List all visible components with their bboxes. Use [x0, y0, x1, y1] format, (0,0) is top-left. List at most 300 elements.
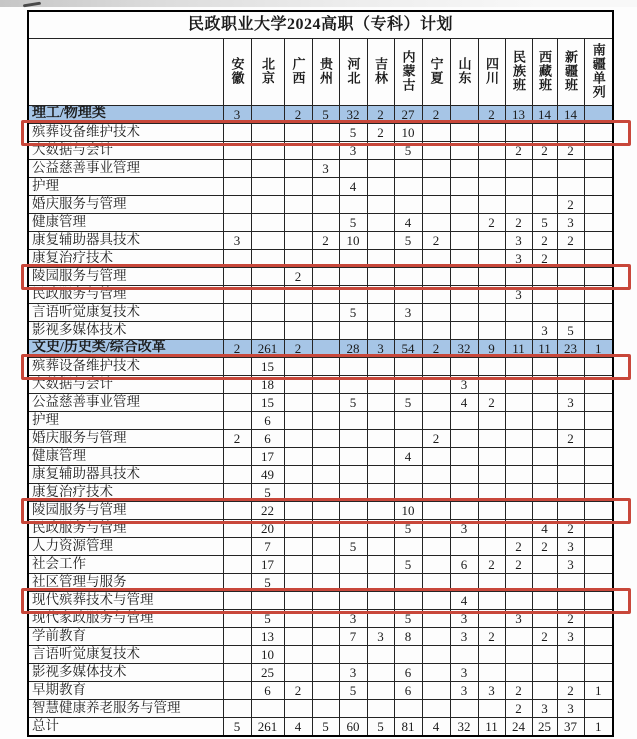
- cell-r33-c10: 2: [505, 700, 532, 718]
- cell-r31-c9: [478, 664, 505, 682]
- cell-r33-c11: 3: [532, 700, 557, 718]
- cell-r18-c10: [505, 430, 532, 448]
- cell-r3-c8: [450, 160, 478, 178]
- cell-r15-c8: 3: [450, 376, 478, 394]
- cell-r16-c0: [223, 394, 251, 412]
- cell-r34-c12: 37: [557, 718, 584, 737]
- cell-r10-c1: [251, 286, 284, 304]
- cell-r26-c6: [394, 574, 422, 592]
- table-row-3: [28, 160, 613, 178]
- cell-r17-c0: [223, 412, 251, 430]
- cell-r7-c5: [367, 232, 394, 250]
- cell-r15-c9: [478, 376, 505, 394]
- cell-r6-c6: 4: [394, 214, 422, 232]
- cell-r16-c7: [422, 394, 450, 412]
- cell-r24-c10: 2: [505, 538, 532, 556]
- cell-r30-c1: 10: [251, 646, 284, 664]
- table-row-14: [28, 358, 613, 376]
- cell-r24-c7: [422, 538, 450, 556]
- table-row-21: [28, 484, 613, 502]
- cell-r25-c5: [367, 556, 394, 574]
- table-row-22: [28, 502, 613, 520]
- cell-r17-c8: [450, 412, 478, 430]
- cell-r29-c4: 7: [339, 628, 367, 646]
- cell-r2-c1: [251, 142, 284, 160]
- cell-r2-c6: 5: [394, 142, 422, 160]
- table-row-33: [28, 700, 613, 718]
- cell-r34-c9: 11: [478, 718, 505, 737]
- cell-r8-c7: [422, 250, 450, 268]
- cell-r20-c8: [450, 466, 478, 484]
- cell-r22-c2: [284, 502, 312, 520]
- cell-r27-c2: [284, 592, 312, 610]
- table-row-26: [28, 574, 613, 592]
- cell-r8-c1: [251, 250, 284, 268]
- cell-r29-c2: [284, 628, 312, 646]
- cell-r27-c0: [223, 592, 251, 610]
- cell-r13-c0: 2: [223, 340, 251, 358]
- cell-r30-c7: [422, 646, 450, 664]
- cell-r6-c5: [367, 214, 394, 232]
- cell-r23-c7: [422, 520, 450, 538]
- cell-r18-c13: [584, 430, 613, 448]
- cell-r7-c13: [584, 232, 613, 250]
- cell-r4-c12: [557, 178, 584, 196]
- cell-r16-c5: [367, 394, 394, 412]
- cell-r23-c6: 5: [394, 520, 422, 538]
- cell-r9-c10: [505, 268, 532, 286]
- cell-r34-c3: 5: [312, 718, 339, 737]
- cell-r32-c9: 3: [478, 682, 505, 700]
- cell-r22-c10: [505, 502, 532, 520]
- major-label: 康复辅助器具技术: [28, 232, 223, 250]
- cell-r1-c6: 10: [394, 124, 422, 142]
- cell-r1-c3: [312, 124, 339, 142]
- major-label: 现代殡葬技术与管理: [28, 592, 223, 610]
- cell-r3-c7: [422, 160, 450, 178]
- cell-r11-c2: [284, 304, 312, 322]
- cell-r19-c7: [422, 448, 450, 466]
- cell-r9-c11: [532, 268, 557, 286]
- major-label: 康复治疗技术: [28, 250, 223, 268]
- column-header-8: [450, 39, 478, 106]
- cell-r33-c6: [394, 700, 422, 718]
- corner-cell: [28, 39, 223, 106]
- cell-r21-c6: [394, 484, 422, 502]
- cell-r0-c10: 13: [505, 106, 532, 124]
- cell-r14-c6: [394, 358, 422, 376]
- cell-r33-c13: [584, 700, 613, 718]
- cell-r12-c12: 5: [557, 322, 584, 340]
- cell-r18-c11: [532, 430, 557, 448]
- major-label: 康复辅助器具技术: [28, 466, 223, 484]
- cell-r24-c6: [394, 538, 422, 556]
- table-row-25: [28, 556, 613, 574]
- cell-r26-c8: [450, 574, 478, 592]
- cell-r9-c7: [422, 268, 450, 286]
- column-header-label: 四川: [484, 56, 499, 85]
- cell-r34-c11: 25: [532, 718, 557, 737]
- cell-r32-c8: 3: [450, 682, 478, 700]
- section-label: 文史/历史类/综合改革: [28, 340, 223, 358]
- table-row-18: [28, 430, 613, 448]
- cell-r32-c5: [367, 682, 394, 700]
- cell-r13-c6: 54: [394, 340, 422, 358]
- cell-r8-c11: 2: [532, 250, 557, 268]
- cell-r11-c12: [557, 304, 584, 322]
- cell-r8-c4: [339, 250, 367, 268]
- cell-r33-c12: 3: [557, 700, 584, 718]
- cell-r13-c7: 2: [422, 340, 450, 358]
- cell-r27-c1: [251, 592, 284, 610]
- cell-r33-c3: [312, 700, 339, 718]
- cell-r21-c8: [450, 484, 478, 502]
- cell-r9-c0: [223, 268, 251, 286]
- cell-r18-c4: [339, 430, 367, 448]
- cell-r12-c7: [422, 322, 450, 340]
- cell-r10-c5: [367, 286, 394, 304]
- cell-r17-c4: [339, 412, 367, 430]
- cell-r30-c3: [312, 646, 339, 664]
- cell-r10-c11: [532, 286, 557, 304]
- cell-r23-c13: [584, 520, 613, 538]
- cell-r12-c13: [584, 322, 613, 340]
- cell-r23-c9: [478, 520, 505, 538]
- cell-r3-c3: 3: [312, 160, 339, 178]
- cell-r12-c9: [478, 322, 505, 340]
- table-row-30: [28, 646, 613, 664]
- cell-r27-c11: [532, 592, 557, 610]
- cell-r16-c10: [505, 394, 532, 412]
- cell-r20-c2: [284, 466, 312, 484]
- column-header-label: 广西: [290, 56, 306, 85]
- cell-r26-c1: 5: [251, 574, 284, 592]
- cell-r9-c5: [367, 268, 394, 286]
- cell-r2-c4: 3: [339, 142, 367, 160]
- cell-r2-c3: [312, 142, 339, 160]
- cell-r7-c0: 3: [223, 232, 251, 250]
- cell-r15-c0: [223, 376, 251, 394]
- cell-r4-c1: [251, 178, 284, 196]
- cell-r21-c11: [532, 484, 557, 502]
- cell-r32-c10: 2: [505, 682, 532, 700]
- cell-r10-c10: 3: [505, 286, 532, 304]
- cell-r6-c8: [450, 214, 478, 232]
- cell-r19-c6: 4: [394, 448, 422, 466]
- cell-r6-c12: 3: [557, 214, 584, 232]
- cell-r1-c2: [284, 124, 312, 142]
- cell-r8-c12: [557, 250, 584, 268]
- cell-r23-c10: [505, 520, 532, 538]
- cell-r9-c6: [394, 268, 422, 286]
- cell-r8-c3: [312, 250, 339, 268]
- cell-r24-c4: 5: [339, 538, 367, 556]
- cell-r21-c3: [312, 484, 339, 502]
- cell-r19-c0: [223, 448, 251, 466]
- cell-r29-c5: 3: [367, 628, 394, 646]
- cell-r26-c0: [223, 574, 251, 592]
- cell-r6-c7: [422, 214, 450, 232]
- cell-r24-c1: 7: [251, 538, 284, 556]
- major-label: 健康管理: [28, 448, 223, 466]
- cell-r22-c5: [367, 502, 394, 520]
- cell-r7-c1: [251, 232, 284, 250]
- cell-r8-c9: [478, 250, 505, 268]
- major-label: 人力资源管理: [28, 538, 223, 556]
- cell-r2-c2: [284, 142, 312, 160]
- cell-r25-c6: 5: [394, 556, 422, 574]
- cell-r7-c2: [284, 232, 312, 250]
- cell-r27-c3: [312, 592, 339, 610]
- cell-r18-c3: [312, 430, 339, 448]
- major-label: 公益慈善事业管理: [28, 394, 223, 412]
- cell-r19-c12: [557, 448, 584, 466]
- table-row-1: [28, 124, 613, 142]
- cell-r8-c0: [223, 250, 251, 268]
- major-label: 大数据与会计: [28, 142, 223, 160]
- cell-r28-c7: [422, 610, 450, 628]
- cell-r19-c3: [312, 448, 339, 466]
- cell-r5-c5: [367, 196, 394, 214]
- column-header-label: 南疆单列: [590, 42, 606, 99]
- cell-r3-c0: [223, 160, 251, 178]
- cell-r7-c3: 2: [312, 232, 339, 250]
- cell-r11-c0: [223, 304, 251, 322]
- major-label: 陵园服务与管理: [28, 502, 223, 520]
- cell-r13-c12: 23: [557, 340, 584, 358]
- cell-r15-c4: [339, 376, 367, 394]
- cell-r26-c5: [367, 574, 394, 592]
- cell-r21-c4: [339, 484, 367, 502]
- major-label: 陵园服务与管理: [28, 268, 223, 286]
- cell-r7-c7: 2: [422, 232, 450, 250]
- cell-r29-c1: 13: [251, 628, 284, 646]
- cell-r33-c0: [223, 700, 251, 718]
- table-row-15: [28, 376, 613, 394]
- table-row-32: [28, 682, 613, 700]
- cell-r15-c1: 18: [251, 376, 284, 394]
- cell-r22-c1: 22: [251, 502, 284, 520]
- cell-r15-c10: [505, 376, 532, 394]
- cell-r3-c11: [532, 160, 557, 178]
- cell-r3-c9: [478, 160, 505, 178]
- cell-r22-c3: [312, 502, 339, 520]
- cell-r17-c1: 6: [251, 412, 284, 430]
- cell-r4-c8: [450, 178, 478, 196]
- major-label: 婚庆服务与管理: [28, 430, 223, 448]
- cell-r11-c11: [532, 304, 557, 322]
- cell-r7-c6: 5: [394, 232, 422, 250]
- cell-r28-c2: [284, 610, 312, 628]
- major-label: 社会工作: [28, 556, 223, 574]
- cell-r20-c9: [478, 466, 505, 484]
- cell-r3-c13: [584, 160, 613, 178]
- cell-r32-c0: [223, 682, 251, 700]
- cell-r20-c12: [557, 466, 584, 484]
- cell-r30-c5: [367, 646, 394, 664]
- cell-r10-c8: [450, 286, 478, 304]
- cell-r9-c9: [478, 268, 505, 286]
- cell-r1-c5: 2: [367, 124, 394, 142]
- table-row-29: [28, 628, 613, 646]
- cell-r13-c9: 9: [478, 340, 505, 358]
- cell-r27-c12: [557, 592, 584, 610]
- cell-r5-c0: [223, 196, 251, 214]
- cell-r11-c10: [505, 304, 532, 322]
- page-title: 民政职业大学2024高职（专科）计划: [28, 11, 613, 39]
- cell-r26-c13: [584, 574, 613, 592]
- cell-r12-c8: [450, 322, 478, 340]
- cell-r11-c4: 5: [339, 304, 367, 322]
- cell-r4-c7: [422, 178, 450, 196]
- cell-r31-c5: [367, 664, 394, 682]
- cell-r4-c11: [532, 178, 557, 196]
- cell-r16-c9: 2: [478, 394, 505, 412]
- cell-r0-c2: 2: [284, 106, 312, 124]
- column-header-1: [251, 39, 284, 106]
- cell-r6-c2: [284, 214, 312, 232]
- cell-r23-c2: [284, 520, 312, 538]
- cell-r18-c0: 2: [223, 430, 251, 448]
- table-row-23: [28, 520, 613, 538]
- cell-r19-c5: [367, 448, 394, 466]
- cell-r34-c1: 261: [251, 718, 284, 737]
- cell-r31-c13: [584, 664, 613, 682]
- cell-r34-c13: 1: [584, 718, 613, 737]
- cell-r20-c10: [505, 466, 532, 484]
- cell-r6-c11: 5: [532, 214, 557, 232]
- cell-r0-c9: 2: [478, 106, 505, 124]
- cell-r31-c10: [505, 664, 532, 682]
- cell-r14-c4: [339, 358, 367, 376]
- cell-r13-c11: 11: [532, 340, 557, 358]
- cell-r4-c13: [584, 178, 613, 196]
- cell-r17-c6: [394, 412, 422, 430]
- cell-r4-c0: [223, 178, 251, 196]
- cell-r7-c4: 10: [339, 232, 367, 250]
- column-header-5: [367, 39, 394, 106]
- major-label: 护理: [28, 412, 223, 430]
- cell-r10-c9: [478, 286, 505, 304]
- column-header-label: 宁夏: [428, 56, 444, 85]
- cell-r17-c2: [284, 412, 312, 430]
- cell-r32-c7: [422, 682, 450, 700]
- cell-r14-c2: [284, 358, 312, 376]
- cell-r20-c5: [367, 466, 394, 484]
- cell-r32-c11: [532, 682, 557, 700]
- cell-r31-c3: [312, 664, 339, 682]
- cell-r18-c6: [394, 430, 422, 448]
- cell-r0-c0: 3: [223, 106, 251, 124]
- cell-r34-c2: 4: [284, 718, 312, 737]
- major-label: 影视多媒体技术: [28, 322, 223, 340]
- cell-r24-c13: [584, 538, 613, 556]
- cell-r12-c4: [339, 322, 367, 340]
- column-header-11: [532, 39, 557, 106]
- cell-r19-c4: [339, 448, 367, 466]
- cell-r32-c3: [312, 682, 339, 700]
- cell-r14-c3: [312, 358, 339, 376]
- cell-r1-c8: [450, 124, 478, 142]
- cell-r20-c11: [532, 466, 557, 484]
- table-row-5: [28, 196, 613, 214]
- cell-r0-c11: 14: [532, 106, 557, 124]
- cell-r23-c5: [367, 520, 394, 538]
- cell-r0-c5: 2: [367, 106, 394, 124]
- cell-r22-c7: [422, 502, 450, 520]
- cell-r6-c4: 5: [339, 214, 367, 232]
- major-label: 护理: [28, 178, 223, 196]
- cell-r31-c12: [557, 664, 584, 682]
- cell-r32-c2: 2: [284, 682, 312, 700]
- column-header-2: [284, 39, 312, 106]
- cell-r7-c10: 3: [505, 232, 532, 250]
- column-header-label: 新疆班: [563, 49, 578, 92]
- cell-r4-c5: [367, 178, 394, 196]
- cell-r8-c10: 3: [505, 250, 532, 268]
- cell-r16-c8: 4: [450, 394, 478, 412]
- column-header-label: 安徽: [229, 56, 245, 85]
- column-header-3: [312, 39, 339, 106]
- cell-r14-c1: 15: [251, 358, 284, 376]
- cell-r13-c13: 1: [584, 340, 613, 358]
- cell-r0-c12: 14: [557, 106, 584, 124]
- cell-r34-c0: 5: [223, 718, 251, 737]
- cell-r5-c8: [450, 196, 478, 214]
- cell-r0-c4: 32: [339, 106, 367, 124]
- cell-r14-c12: [557, 358, 584, 376]
- table-row-6: [28, 214, 613, 232]
- cell-r14-c9: [478, 358, 505, 376]
- cell-r25-c12: 3: [557, 556, 584, 574]
- cell-r16-c11: [532, 394, 557, 412]
- cell-r19-c13: [584, 448, 613, 466]
- cell-r28-c8: 3: [450, 610, 478, 628]
- cell-r16-c13: [584, 394, 613, 412]
- title-row: [28, 11, 613, 39]
- column-header-4: [339, 39, 367, 106]
- cell-r11-c3: [312, 304, 339, 322]
- cell-r21-c1: 5: [251, 484, 284, 502]
- cell-r1-c0: [223, 124, 251, 142]
- cell-r29-c8: 3: [450, 628, 478, 646]
- major-label: 健康管理: [28, 214, 223, 232]
- column-header-label: 北京: [260, 56, 275, 85]
- table-row-9: [28, 268, 613, 286]
- cell-r1-c10: [505, 124, 532, 142]
- cell-r24-c5: [367, 538, 394, 556]
- cell-r20-c1: 49: [251, 466, 284, 484]
- cell-r21-c7: [422, 484, 450, 502]
- cell-r32-c6: 6: [394, 682, 422, 700]
- cell-r24-c9: [478, 538, 505, 556]
- cell-r25-c11: [532, 556, 557, 574]
- cell-r8-c8: [450, 250, 478, 268]
- cell-r14-c10: [505, 358, 532, 376]
- cell-r6-c13: [584, 214, 613, 232]
- column-header-12: [557, 39, 584, 106]
- table-row-7: [28, 232, 613, 250]
- cell-r10-c12: [557, 286, 584, 304]
- cell-r12-c11: 3: [532, 322, 557, 340]
- cell-r16-c6: 5: [394, 394, 422, 412]
- cell-r27-c7: [422, 592, 450, 610]
- cell-r20-c4: [339, 466, 367, 484]
- cell-r34-c10: 24: [505, 718, 532, 737]
- cell-r17-c10: [505, 412, 532, 430]
- cell-r34-c6: 81: [394, 718, 422, 737]
- cell-r28-c0: [223, 610, 251, 628]
